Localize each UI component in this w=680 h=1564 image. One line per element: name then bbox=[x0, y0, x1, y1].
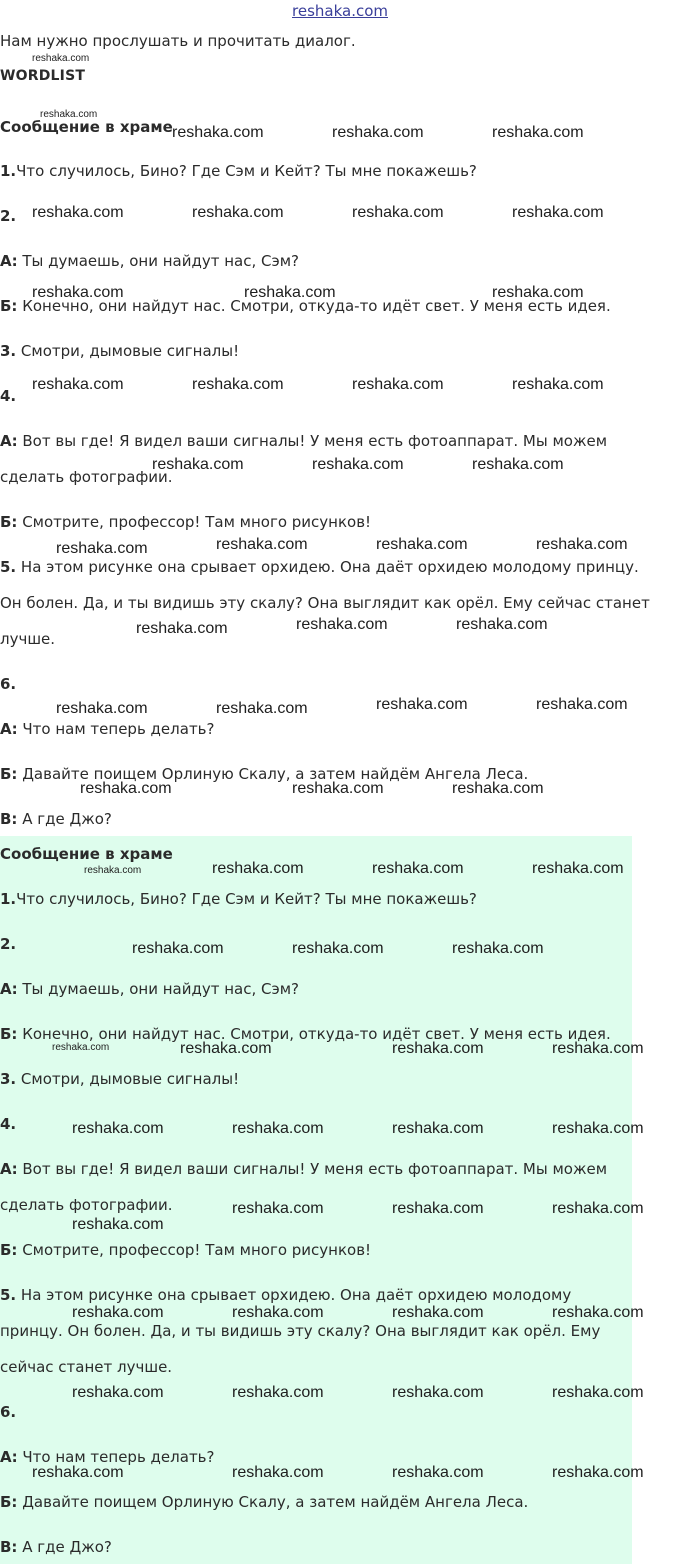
speaker-label: А: bbox=[0, 432, 18, 450]
watermark: reshaka.com bbox=[216, 536, 308, 553]
watermark: reshaka.com bbox=[456, 616, 548, 633]
line-text: Вот вы где! Я видел ваши сигналы! У меня есть фотоаппарат. Мы можем bbox=[17, 1160, 608, 1178]
watermark: reshaka.com bbox=[72, 1216, 164, 1233]
watermark: reshaka.com bbox=[376, 696, 468, 713]
watermark: reshaka.com bbox=[180, 1040, 272, 1057]
speaker-label: А: bbox=[0, 720, 18, 738]
watermark: reshaka.com bbox=[212, 860, 304, 877]
speaker-label: Б: bbox=[0, 1025, 18, 1043]
watermark: reshaka.com bbox=[72, 1304, 164, 1321]
block1-line-a1 bbox=[0, 251, 299, 271]
block1-line-5 bbox=[0, 557, 639, 577]
line-number: 3. bbox=[0, 342, 17, 360]
line-text: Что нам теперь делать? bbox=[17, 720, 215, 738]
line-number: 3. bbox=[0, 1070, 17, 1088]
watermark: reshaka.com bbox=[216, 700, 308, 717]
line-text: На этом рисунке она срывает орхидею. Она даёт орхидею молодому принцу. bbox=[16, 558, 639, 576]
block2-line-a2 bbox=[0, 1159, 607, 1179]
watermark: reshaka.com bbox=[52, 1042, 110, 1053]
watermark: reshaka.com bbox=[552, 1304, 644, 1321]
line-text: Конечно, они найдут нас. Смотри, откуда-то идёт свет. У меня есть идея. bbox=[17, 1025, 611, 1043]
line-number: 1. bbox=[0, 162, 17, 180]
watermark: reshaka.com bbox=[40, 109, 98, 120]
line-text: Что случилось, Бино? Где Сэм и Кейт? Ты мне покажешь? bbox=[16, 162, 477, 180]
watermark: reshaka.com bbox=[376, 536, 468, 553]
watermark: reshaka.com bbox=[392, 1384, 484, 1401]
block2-line-6: 6. bbox=[0, 1403, 17, 1421]
watermark: reshaka.com bbox=[452, 780, 544, 797]
line-text: А где Джо? bbox=[17, 1538, 112, 1556]
watermark: reshaka.com bbox=[232, 1384, 324, 1401]
watermark: reshaka.com bbox=[80, 780, 172, 797]
block2-line-5-cont1: принцу. Он болен. Да, и ты видишь эту скалу? Она выглядит как орёл. Ему bbox=[0, 1322, 601, 1340]
speaker-label: Б: bbox=[0, 1241, 18, 1259]
watermark: reshaka.com bbox=[392, 1464, 484, 1481]
speaker-label: Б: bbox=[0, 765, 18, 783]
speaker-label: А: bbox=[0, 252, 18, 270]
watermark: reshaka.com bbox=[56, 700, 148, 717]
watermark: reshaka.com bbox=[32, 1464, 124, 1481]
watermark: reshaka.com bbox=[472, 456, 564, 473]
watermark: reshaka.com bbox=[552, 1200, 644, 1217]
speaker-label: А: bbox=[0, 980, 18, 998]
watermark: reshaka.com bbox=[512, 204, 604, 221]
watermark: reshaka.com bbox=[244, 284, 336, 301]
watermark: reshaka.com bbox=[552, 1040, 644, 1057]
block2-line-b1 bbox=[0, 1024, 611, 1044]
watermark: reshaka.com bbox=[292, 780, 384, 797]
block2-line-b2 bbox=[0, 1240, 371, 1260]
intro-text: Нам нужно прослушать и прочитать диалог. bbox=[0, 32, 356, 50]
watermark: reshaka.com bbox=[492, 284, 584, 301]
block2-line-1 bbox=[0, 889, 477, 909]
watermark: reshaka.com bbox=[32, 376, 124, 393]
block2-line-2: 2. bbox=[0, 935, 17, 953]
block1-title: Сообщение в храме bbox=[0, 118, 173, 136]
watermark: reshaka.com bbox=[192, 204, 284, 221]
wordlist-heading: WORDLIST bbox=[0, 68, 86, 84]
line-text: Ты думаешь, они найдут нас, Сэм? bbox=[17, 252, 300, 270]
watermark: reshaka.com bbox=[372, 860, 464, 877]
watermark: reshaka.com bbox=[84, 865, 142, 876]
watermark: reshaka.com bbox=[332, 124, 424, 141]
block2-line-b3 bbox=[0, 1492, 528, 1512]
block1-line-5-cont1: Он болен. Да, и ты видишь эту скалу? Она выглядит как орёл. Ему сейчас станет bbox=[0, 594, 650, 612]
watermark: reshaka.com bbox=[72, 1384, 164, 1401]
watermark: reshaka.com bbox=[352, 376, 444, 393]
speaker-label: Б: bbox=[0, 297, 18, 315]
watermark: reshaka.com bbox=[32, 53, 90, 64]
line-text: Смотри, дымовые сигналы! bbox=[16, 1070, 240, 1088]
block1-line-1 bbox=[0, 161, 477, 181]
watermark: reshaka.com bbox=[136, 620, 228, 637]
block1-line-3 bbox=[0, 341, 239, 361]
watermark: reshaka.com bbox=[512, 376, 604, 393]
watermark: reshaka.com bbox=[352, 204, 444, 221]
watermark: reshaka.com bbox=[452, 940, 544, 957]
line-text: Давайте поищем Орлиную Скалу, а затем найдём Ангела Леса. bbox=[17, 765, 529, 783]
block1-line-4: 4. bbox=[0, 387, 17, 405]
speaker-label: А: bbox=[0, 1160, 18, 1178]
watermark: reshaka.com bbox=[392, 1304, 484, 1321]
line-text: На этом рисунке она срывает орхидею. Она даёт орхидею молодому bbox=[16, 1286, 572, 1304]
block1-line-b2 bbox=[0, 512, 371, 532]
block1-line-2: 2. bbox=[0, 207, 17, 225]
line-number: 1. bbox=[0, 890, 17, 908]
line-text: Смотрите, профессор! Там много рисунков! bbox=[17, 1241, 372, 1259]
watermark: reshaka.com bbox=[552, 1384, 644, 1401]
watermark: reshaka.com bbox=[532, 860, 624, 877]
line-text: Давайте поищем Орлиную Скалу, а затем найдём Ангела Леса. bbox=[17, 1493, 529, 1511]
watermark: reshaka.com bbox=[32, 284, 124, 301]
block2-line-3 bbox=[0, 1069, 239, 1089]
line-text: Ты думаешь, они найдут нас, Сэм? bbox=[17, 980, 300, 998]
watermark: reshaka.com bbox=[552, 1464, 644, 1481]
watermark: reshaka.com bbox=[56, 540, 148, 557]
watermark: reshaka.com bbox=[392, 1040, 484, 1057]
watermark: reshaka.com bbox=[292, 940, 384, 957]
block1-line-v1 bbox=[0, 809, 112, 829]
watermark: reshaka.com bbox=[552, 1120, 644, 1137]
line-text: Смотрите, профессор! Там много рисунков! bbox=[17, 513, 372, 531]
line-number: 5. bbox=[0, 558, 17, 576]
speaker-label: Б: bbox=[0, 1493, 18, 1511]
block2-line-a1 bbox=[0, 979, 299, 999]
watermark: reshaka.com bbox=[232, 1304, 324, 1321]
watermark: reshaka.com bbox=[32, 204, 124, 221]
line-text: Что нам теперь делать? bbox=[17, 1448, 215, 1466]
site-link[interactable]: reshaka.com bbox=[292, 2, 388, 20]
line-text: А где Джо? bbox=[17, 810, 112, 828]
block2-line-a2-cont: сделать фотографии. bbox=[0, 1196, 173, 1214]
block2-line-v1 bbox=[0, 1537, 112, 1557]
line-text: Смотри, дымовые сигналы! bbox=[16, 342, 240, 360]
block1-line-a2 bbox=[0, 431, 607, 451]
watermark: reshaka.com bbox=[296, 616, 388, 633]
watermark: reshaka.com bbox=[152, 456, 244, 473]
watermark: reshaka.com bbox=[192, 376, 284, 393]
speaker-label: В: bbox=[0, 1538, 18, 1556]
watermark: reshaka.com bbox=[492, 124, 584, 141]
line-text: Вот вы где! Я видел ваши сигналы! У меня есть фотоаппарат. Мы можем bbox=[17, 432, 608, 450]
watermark: reshaka.com bbox=[392, 1120, 484, 1137]
line-text: Конечно, они найдут нас. Смотри, откуда-то идёт свет. У меня есть идея. bbox=[17, 297, 611, 315]
watermark: reshaka.com bbox=[536, 536, 628, 553]
block2-line-4: 4. bbox=[0, 1115, 17, 1133]
block2-line-5 bbox=[0, 1285, 571, 1305]
block2-line-5-cont2: сейчас станет лучше. bbox=[0, 1358, 173, 1376]
watermark: reshaka.com bbox=[536, 696, 628, 713]
watermark: reshaka.com bbox=[232, 1200, 324, 1217]
watermark: reshaka.com bbox=[72, 1120, 164, 1137]
block1-line-6: 6. bbox=[0, 675, 17, 693]
line-text: Что случилось, Бино? Где Сэм и Кейт? Ты мне покажешь? bbox=[16, 890, 477, 908]
speaker-label: А: bbox=[0, 1448, 18, 1466]
block1-line-a2-cont: сделать фотографии. bbox=[0, 468, 173, 486]
watermark: reshaka.com bbox=[232, 1464, 324, 1481]
block1-line-5-cont2: лучше. bbox=[0, 630, 56, 648]
watermark: reshaka.com bbox=[232, 1120, 324, 1137]
speaker-label: В: bbox=[0, 810, 18, 828]
block2-title: Сообщение в храме bbox=[0, 845, 173, 863]
speaker-label: Б: bbox=[0, 513, 18, 531]
watermark: reshaka.com bbox=[392, 1200, 484, 1217]
line-number: 5. bbox=[0, 1286, 17, 1304]
block1-line-a3 bbox=[0, 719, 214, 739]
watermark: reshaka.com bbox=[312, 456, 404, 473]
watermark: reshaka.com bbox=[132, 940, 224, 957]
watermark: reshaka.com bbox=[172, 124, 264, 141]
